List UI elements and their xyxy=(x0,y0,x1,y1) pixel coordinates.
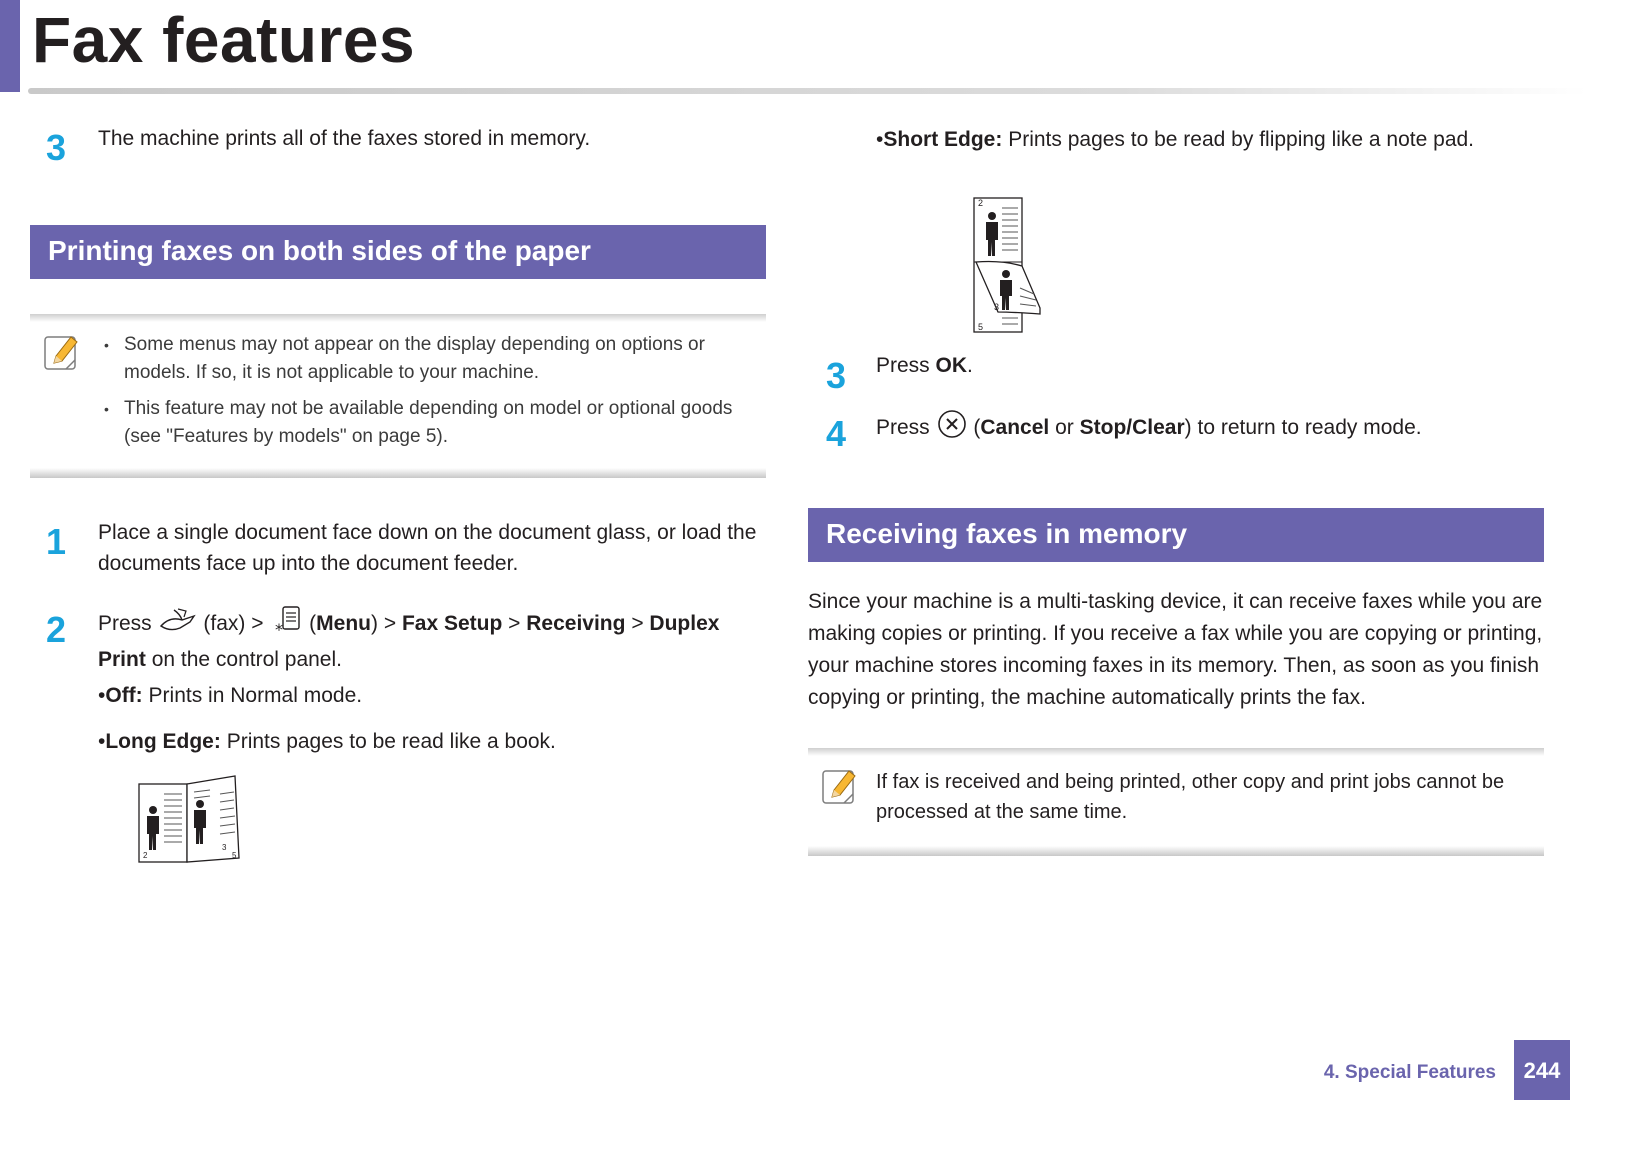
note-pencil-icon xyxy=(44,334,80,372)
option-long-edge: •Long Edge: Prints pages to be read like a book. xyxy=(98,730,556,753)
stop-cancel-icon xyxy=(936,408,968,449)
section-heading-memory: Receiving faxes in memory xyxy=(808,508,1544,562)
page-number: 244 xyxy=(1514,1040,1570,1100)
note-bullet-2-text: This feature may not be available depending on model or optional goods (see "Features by models" on page 5). xyxy=(124,398,733,447)
step-3-right-press: Press xyxy=(876,354,930,377)
step-4-tail: ) to return to ready mode. xyxy=(1184,416,1422,440)
option-off-label: Off: xyxy=(105,684,143,707)
step-2-press: Press xyxy=(98,612,152,636)
memory-paragraph: Since your machine is a multi-tasking device, it can receive faxes while you are making copies or printing. If you receive a fax while you are copying or printing, your machine stores incoming faxes in its memory. Then, as soon as you finish copying or printing, the machine automatically prints the fax. xyxy=(808,590,1543,709)
note-bottom-rule xyxy=(30,468,766,478)
pad-page-label-top: 2 xyxy=(978,198,984,208)
step-4-or: or xyxy=(1055,416,1074,440)
step-number-3: 3 xyxy=(46,127,67,168)
step-2-paren-close: ) > xyxy=(371,612,397,636)
option-off: •Off: Prints in Normal mode. xyxy=(98,684,363,707)
step-4-stop-clear: Stop/Clear xyxy=(1079,416,1185,440)
pad-page-label-mid: 3 xyxy=(994,302,1000,312)
pad-page-label-bottom: 5 xyxy=(978,322,984,332)
option-long-label: Long Edge: xyxy=(105,730,221,753)
note-pencil-icon-right xyxy=(822,768,858,806)
step-2-fax-label: (fax) > xyxy=(203,612,264,636)
step-3-right-text xyxy=(876,350,973,381)
step-2-paren-open: ( xyxy=(309,612,317,636)
long-edge-book-illustration xyxy=(138,772,242,864)
step-4-press: Press xyxy=(876,416,930,440)
step-3-text: The machine prints all of the faxes stored in memory. xyxy=(98,127,591,150)
title-divider xyxy=(28,88,1588,94)
step-4-cancel: Cancel xyxy=(980,416,1050,440)
book-page-label-right: 5 xyxy=(232,851,237,860)
section-heading-duplex: Printing faxes on both sides of the paper xyxy=(30,225,766,279)
step-2-fax-setup: Fax Setup xyxy=(401,612,503,636)
note-bullet-1: • Some menus may not appear on the display depending on options or models. If so, it is not applicable to your machine. xyxy=(104,331,764,387)
book-page-label-left: 2 xyxy=(143,851,148,860)
note-right-text: If fax is received and being printed, other copy and print jobs cannot be processed at the same time. xyxy=(876,771,1505,823)
step-number-1: 1 xyxy=(46,521,67,562)
step-3-right-end: . xyxy=(967,354,973,377)
footer-chapter: 4. Special Features xyxy=(1323,1062,1496,1083)
option-off-text: Prints in Normal mode. xyxy=(148,684,363,707)
note-top-rule xyxy=(30,314,766,322)
book-page-label-mid: 3 xyxy=(222,843,227,852)
step-2-sep-1: > xyxy=(508,612,521,636)
step-2-menu: Menu xyxy=(316,612,371,636)
step-3-right-ok: OK xyxy=(935,354,968,377)
step-2-receiving: Receiving xyxy=(526,612,626,636)
step-2-sep-2: > xyxy=(631,612,644,636)
option-short-text: Prints pages to be read by flipping like a note pad. xyxy=(1008,128,1475,151)
step-2-duplex-print: Duplex Print xyxy=(98,612,720,671)
step-number-3-right: 3 xyxy=(826,355,847,396)
fax-icon xyxy=(158,606,198,643)
step-2-tail: on the control panel. xyxy=(151,648,342,671)
title-accent-bar xyxy=(0,0,20,92)
step-1-text: Place a single document face down on the document glass, or load the documents face up into the document feeder. xyxy=(98,521,757,575)
option-short-label: Short Edge: xyxy=(883,128,1003,151)
step-number-4: 4 xyxy=(826,413,847,454)
menu-icon xyxy=(269,605,303,644)
step-2-text xyxy=(98,605,766,675)
note-right-bottom-rule xyxy=(808,846,1544,856)
note-bullet-2: • This feature may not be available depending on model or optional goods (see "Features by models" on page 5). xyxy=(104,395,766,451)
step-4-text xyxy=(876,408,1422,449)
option-long-text: Prints pages to be read like a book. xyxy=(226,730,556,753)
page-title: Fax features xyxy=(32,4,416,76)
option-short-edge: •Short Edge: Prints pages to be read by flipping like a note pad. xyxy=(876,128,1475,151)
note-right-top-rule xyxy=(808,748,1544,756)
short-edge-pad-illustration xyxy=(972,196,1044,336)
svg-text:*: * xyxy=(275,620,284,635)
step-4-paren-open: ( xyxy=(973,416,981,440)
note-bullet-1-text: Some menus may not appear on the display depending on options or models. If so, it is not applicable to your machine. xyxy=(124,334,705,383)
step-number-2: 2 xyxy=(46,609,67,650)
